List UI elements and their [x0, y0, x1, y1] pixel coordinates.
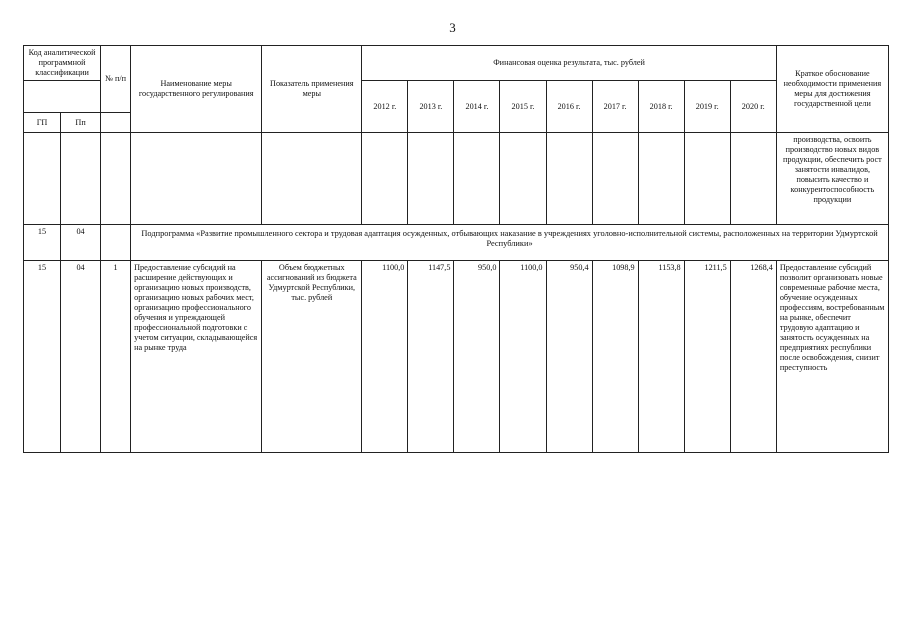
- subprogram-gp: 15: [24, 225, 61, 261]
- header-num-spacer: [101, 113, 131, 133]
- header-year-2020: 2020 г.: [730, 81, 776, 133]
- header-year-2014: 2014 г.: [454, 81, 500, 133]
- measure-num: 1: [101, 261, 131, 453]
- measure-justification: Предоставление субсидий позволит организовать новые современные рабочие места, обучение осужденных профессиям, востребованным на рынке, обеспечит трудовую адаптацию и занятость осужденных на предприятиях республики после освобождения, снизит преступность: [776, 261, 888, 453]
- regulation-measures-table: [23, 45, 889, 453]
- page-number: 3: [449, 20, 456, 35]
- value-2020: 1268,4: [730, 261, 776, 453]
- header-year-2015: 2015 г.: [500, 81, 546, 133]
- value-2013: 1147,5: [408, 261, 454, 453]
- header-year-2013: 2013 г.: [408, 81, 454, 133]
- header-year-2018: 2018 г.: [638, 81, 684, 133]
- header-justification: Краткое обоснование необходимости применения меры для достижения государственной цели: [776, 46, 888, 133]
- header-code-spacer: [24, 81, 101, 113]
- header-year-2016: 2016 г.: [546, 81, 592, 133]
- value-2015: 1100,0: [500, 261, 546, 453]
- header-year-2017: 2017 г.: [592, 81, 638, 133]
- header-finance-group: Финансовая оценка результата, тыс. рублей: [362, 46, 776, 81]
- header-code-group: Код аналитической программной классификации: [24, 46, 101, 81]
- subprogram-row: [24, 225, 889, 261]
- header-year-2012: 2012 г.: [362, 81, 408, 133]
- value-2017: 1098,9: [592, 261, 638, 453]
- header-year-2019: 2019 г.: [684, 81, 730, 133]
- value-2016: 950,4: [546, 261, 592, 453]
- value-2018: 1153,8: [638, 261, 684, 453]
- header-gp: ГП: [24, 113, 61, 133]
- subprogram-pp: 04: [61, 225, 101, 261]
- subprogram-title: Подпрограмма «Развитие промышленного сектора и трудовая адаптация осужденных, отбывающих наказание в учреждениях уголовно-исполнительной системы, расположенных на территории Удмуртской Республики»: [131, 225, 889, 261]
- value-2019: 1211,5: [684, 261, 730, 453]
- continuation-row: [24, 133, 889, 225]
- measure-row: [24, 261, 889, 453]
- header-num: № п/п: [101, 46, 131, 113]
- value-2012: 1100,0: [362, 261, 408, 453]
- header-indicator: Показатель применения меры: [262, 46, 362, 133]
- measure-indicator: Объем бюджетных ассигнований из бюджета Удмуртской Республики, тыс. рублей: [262, 261, 362, 453]
- measure-name: Предоставление субсидий на расширение действующих и организацию новых производств, организацию новых рабочих мест, организацию профессионального обучения и упреждающей профессиональной подготовки с учетом ситуации, складывающейся на рынке труда: [131, 261, 262, 453]
- continuation-justification: производства, освоить производство новых видов продукции, обеспечить рост занятости инвалидов, повысить качество и конкурентоспособность продукции: [776, 133, 888, 225]
- header-measure-name: Наименование меры государственного регулирования: [131, 46, 262, 133]
- measure-gp: 15: [24, 261, 61, 453]
- measure-pp: 04: [61, 261, 101, 453]
- header-pp: Пп: [61, 113, 101, 133]
- value-2014: 950,0: [454, 261, 500, 453]
